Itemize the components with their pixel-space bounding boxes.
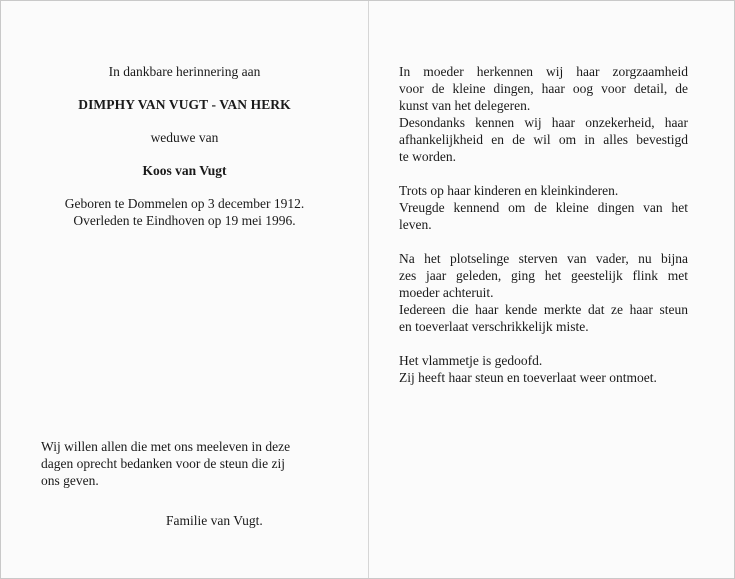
deceased-name: DIMPHY VAN VUGT - VAN HERK	[78, 97, 291, 112]
memorial-text	[399, 63, 688, 386]
thanks-line: dagen oprecht bedanken voor de steun die zij	[41, 456, 286, 471]
paragraph-gap	[399, 335, 688, 352]
text-line: kunst van het delegeren.	[399, 98, 531, 113]
thanks-line: Wij willen allen die met ons meeleven in deze	[41, 439, 291, 454]
text-line: Na het plotselinge sterven van vader, nu bijna	[399, 251, 688, 266]
text-line: In moeder herkennen wij haar zorgzaamheid	[399, 64, 688, 79]
text-line: leven.	[399, 217, 432, 232]
thanks-line: ons geven.	[41, 473, 99, 488]
text-line: Vreugde kennend om de kleine dingen van het	[399, 200, 688, 215]
birth-line: Geboren te Dommelen op 3 december 1912.	[64, 196, 305, 211]
text-line: Iedereen die haar kende merkte dat ze haar steun	[399, 302, 688, 317]
left-page	[1, 1, 368, 578]
text-line: te worden.	[399, 149, 456, 164]
text-line: en toeverlaat verschrikkelijk miste.	[399, 319, 589, 334]
spouse-name: Koos van Vugt	[142, 163, 227, 178]
text-line: afhankelijkheid en de wil om in alles bevestigd	[399, 132, 688, 147]
text-line: Zij heeft haar steun en toeverlaat weer ontmoet.	[399, 370, 657, 385]
text-line: voor de kleine dingen, haar oog voor detail, de	[399, 81, 688, 96]
paragraph-gap	[399, 165, 688, 182]
text-line: Het vlammetje is gedoofd.	[399, 353, 543, 368]
death-line: Overleden te Eindhoven op 19 mei 1996.	[73, 213, 296, 228]
text-line: Trots op haar kinderen en kleinkinderen.	[399, 183, 619, 198]
text-line: zes jaar geleden, ging het geestelijk flink met	[399, 268, 688, 283]
paragraph-gap	[399, 233, 688, 250]
family-signature: Familie van Vugt.	[166, 513, 263, 528]
memorial-intro: In dankbare herinnering aan	[108, 64, 261, 79]
text-line: moeder achteruit.	[399, 285, 494, 300]
widow-of-label: weduwe van	[150, 130, 219, 145]
thanks-message	[41, 438, 328, 489]
right-page	[369, 1, 734, 578]
text-line: Desondanks kennen wij haar onzekerheid, haar	[399, 115, 688, 130]
